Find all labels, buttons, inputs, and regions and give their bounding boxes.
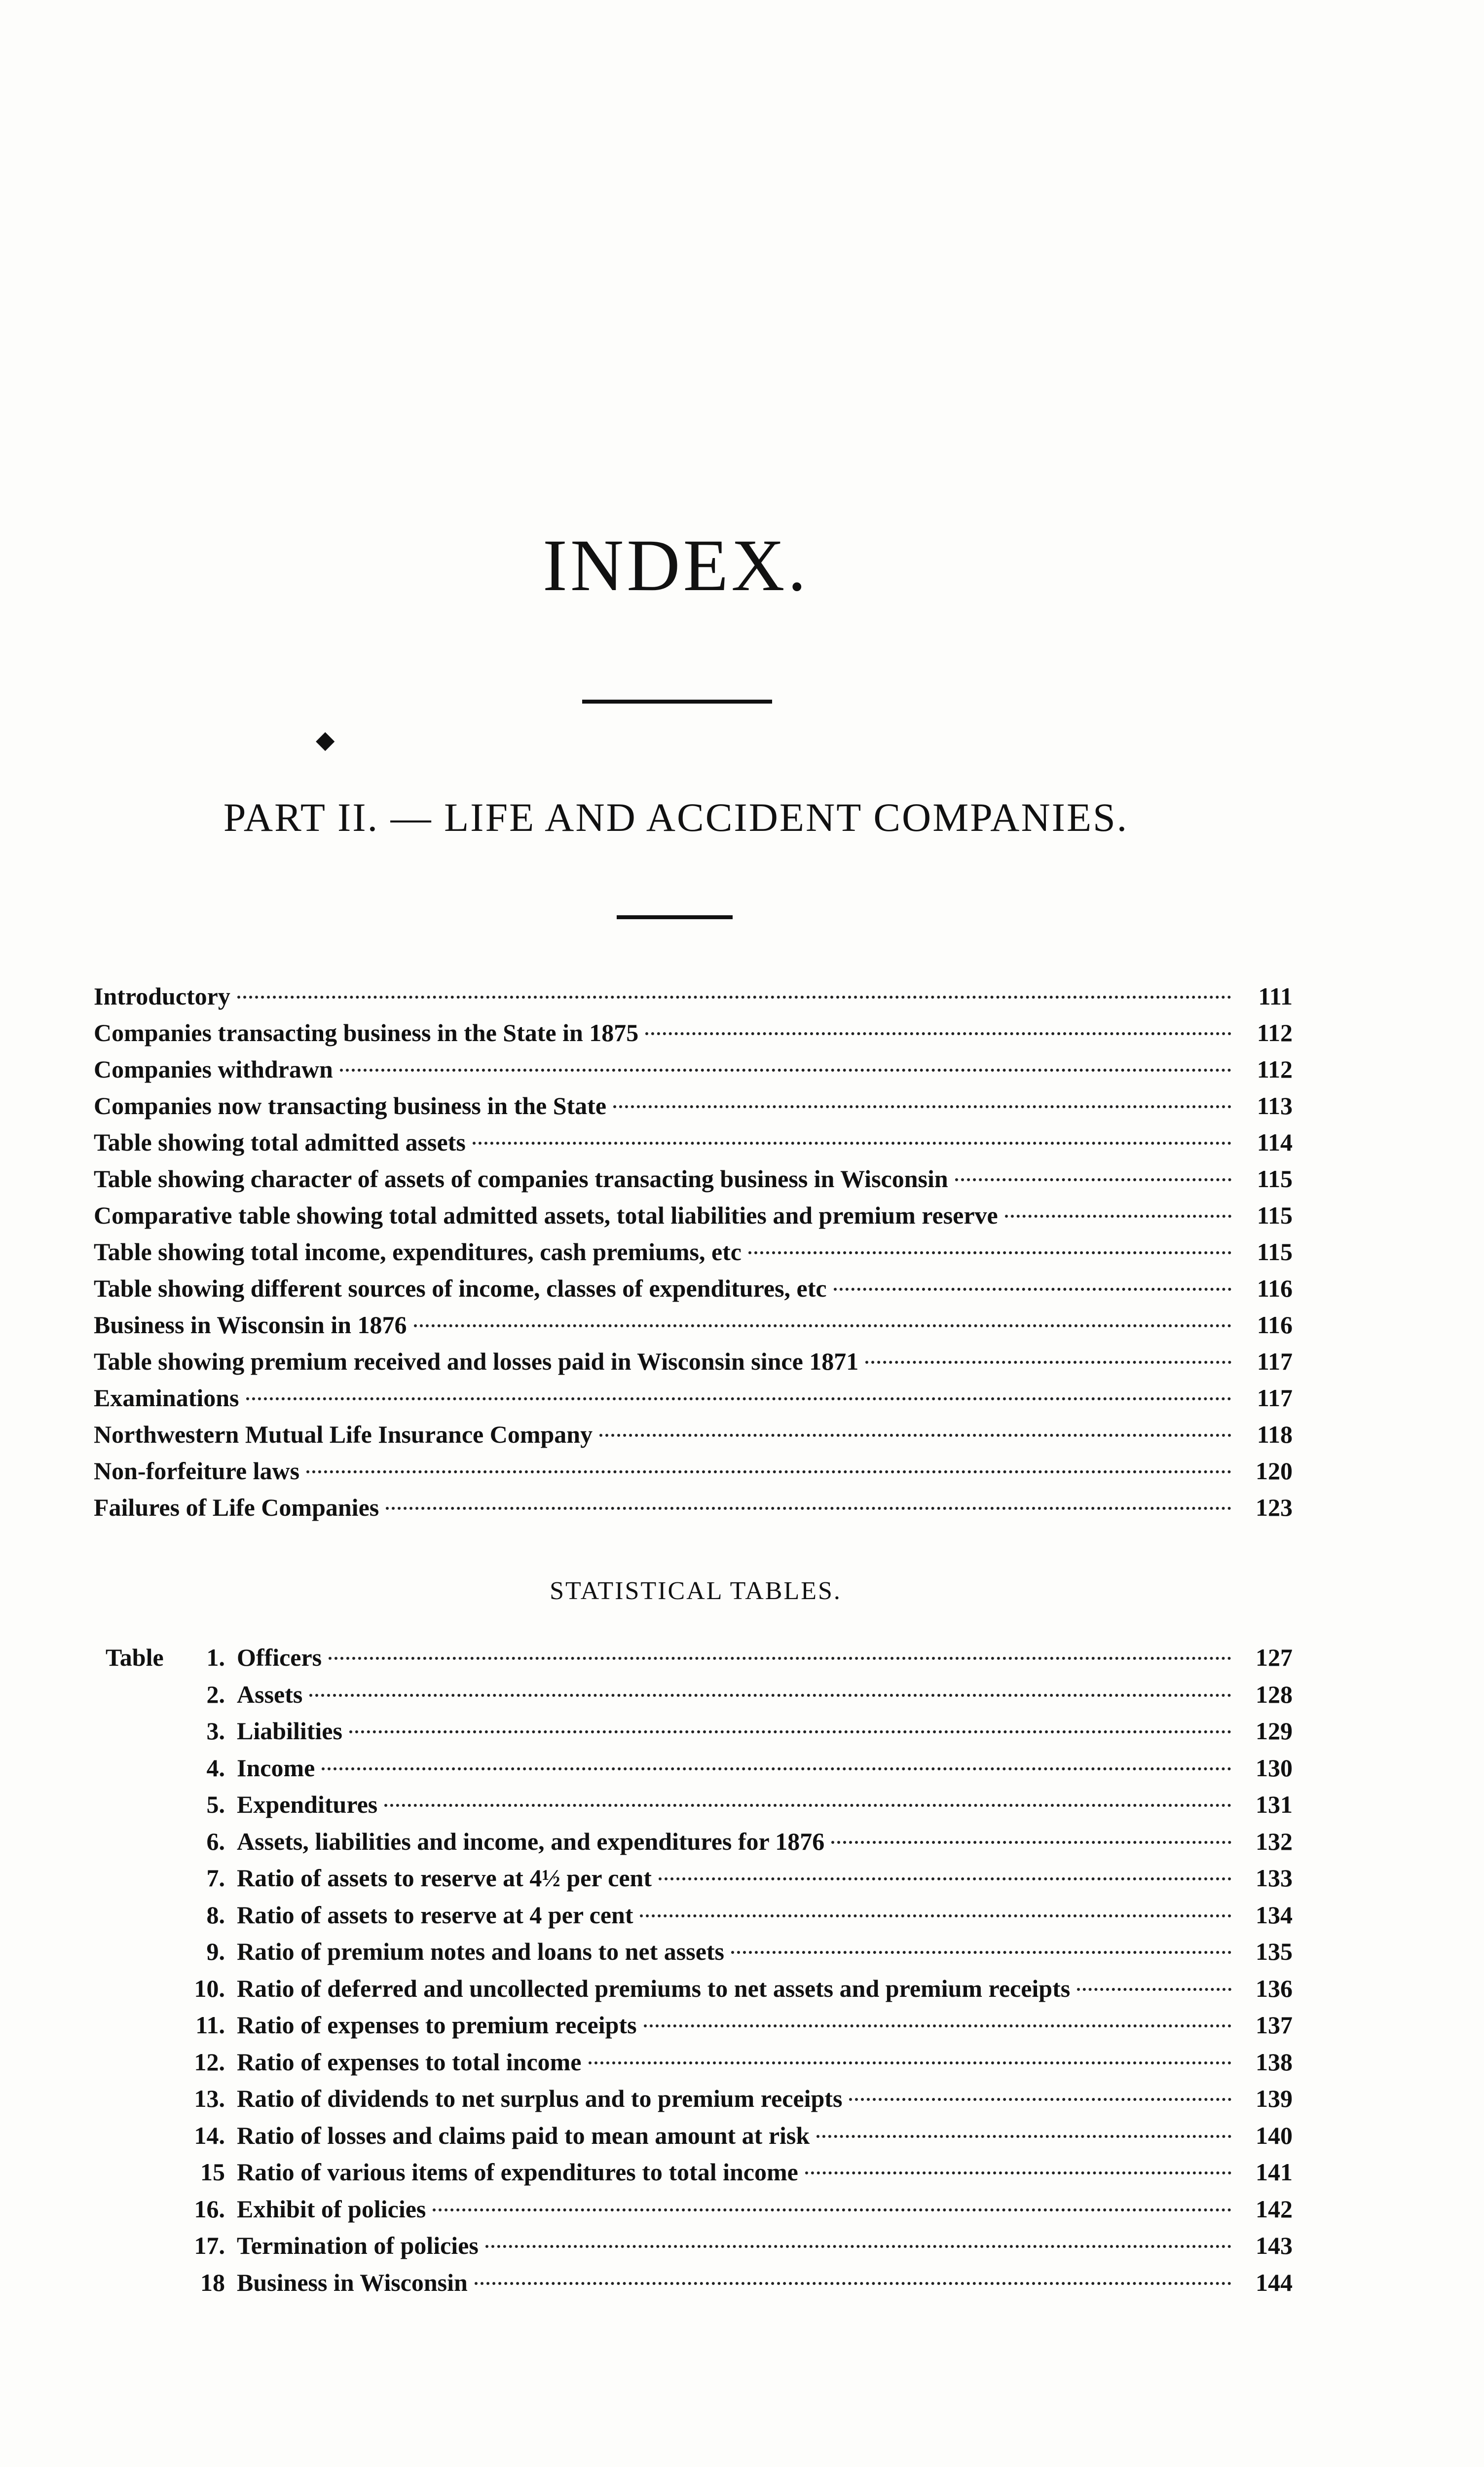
- entry-text: Table showing total admitted assets: [94, 1128, 466, 1156]
- index-entry: [94, 1091, 1293, 1128]
- statistical-tables-heading: STATISTICAL TABLES.: [550, 1577, 842, 1605]
- entry-text: Non-forfeiture laws: [94, 1457, 300, 1485]
- table-number: 13.: [194, 2085, 225, 2112]
- leader-dots: [849, 2098, 1231, 2101]
- part-heading: PART II. — LIFE AND ACCIDENT COMPANIES.: [223, 795, 1129, 840]
- entry-page: 116: [1257, 1311, 1293, 1339]
- leader-dots: [731, 1951, 1231, 1954]
- entry-page: 140: [1256, 2121, 1293, 2149]
- entry-text: Companies now transacting business in the State: [94, 1092, 607, 1120]
- ink-mark: ◆: [316, 726, 335, 753]
- index-entry: [94, 1018, 1293, 1055]
- entry-text: Table showing character of assets of companies transacting business in Wisconsin: [94, 1165, 948, 1193]
- entry-text: Officers: [237, 1644, 322, 1671]
- entry-page: 138: [1256, 2048, 1293, 2076]
- leader-dots: [329, 1657, 1231, 1660]
- entry-page: 132: [1256, 1827, 1293, 1855]
- table-entry: [94, 2195, 1293, 2232]
- leader-dots: [613, 1105, 1231, 1108]
- entry-page: 144: [1256, 2268, 1293, 2296]
- leader-dots: [433, 2208, 1231, 2211]
- entry-text: Ratio of losses and claims paid to mean amount at risk: [237, 2121, 810, 2149]
- entry-page: 115: [1257, 1238, 1293, 1266]
- entry-page: 139: [1256, 2085, 1293, 2112]
- entry-text: Liabilities: [237, 1717, 342, 1745]
- table-entry: [94, 1937, 1293, 1974]
- leader-dots: [1005, 1215, 1231, 1218]
- entry-page: 117: [1257, 1347, 1293, 1375]
- entry-page: 133: [1256, 1864, 1293, 1892]
- entry-page: 117: [1257, 1384, 1293, 1412]
- entry-text: Ratio of expenses to total income: [237, 2048, 582, 2076]
- entry-page: 118: [1257, 1420, 1293, 1448]
- table-number: 17.: [194, 2232, 225, 2259]
- statistical-tables-list: [94, 1643, 1293, 2305]
- entry-page: 112: [1257, 1055, 1293, 1083]
- leader-dots: [306, 1470, 1231, 1473]
- entry-page: 113: [1257, 1092, 1293, 1120]
- leader-dots: [955, 1178, 1231, 1181]
- entry-text: Introductory: [94, 982, 230, 1010]
- leader-dots: [645, 1032, 1231, 1035]
- leader-dots: [599, 1434, 1231, 1437]
- table-entry: [94, 2048, 1293, 2085]
- table-entry: [94, 2268, 1293, 2305]
- leader-dots: [1077, 1988, 1231, 1991]
- leader-dots: [816, 2135, 1231, 2138]
- entry-page: 116: [1257, 1274, 1293, 1302]
- entry-text: Expenditures: [237, 1791, 378, 1818]
- table-number: 10.: [194, 1974, 225, 2002]
- leader-dots: [485, 2245, 1231, 2248]
- entry-page: 127: [1256, 1644, 1293, 1671]
- table-number: 4.: [206, 1754, 225, 1782]
- leader-dots: [834, 1288, 1231, 1291]
- entry-text: Ratio of dividends to net surplus and to premium receipts: [237, 2085, 843, 2112]
- table-entry: [94, 1680, 1293, 1717]
- index-entry: [94, 1347, 1293, 1383]
- entry-text: Ratio of premium notes and loans to net assets: [237, 1938, 724, 1965]
- page-title: INDEX.: [542, 524, 810, 606]
- entry-text: Table showing different sources of income, classes of expenditures, etc: [94, 1274, 827, 1302]
- table-entry: [94, 1974, 1293, 2011]
- entry-page: 115: [1257, 1165, 1293, 1193]
- index-entry: [94, 982, 1293, 1018]
- table-entry: [94, 1790, 1293, 1827]
- table-entry: [94, 1864, 1293, 1901]
- index-entry: [94, 1457, 1293, 1493]
- table-number: 9.: [206, 1938, 225, 1965]
- index-entry: [94, 1274, 1293, 1310]
- entry-page: 137: [1256, 2011, 1293, 2039]
- entry-text: Termination of policies: [237, 2232, 479, 2259]
- table-entry: [94, 2121, 1293, 2158]
- table-number: 5.: [206, 1791, 225, 1818]
- entry-text: Ratio of various items of expenditures to total income: [237, 2158, 798, 2186]
- table-number: 7.: [206, 1864, 225, 1892]
- entry-text: Failures of Life Companies: [94, 1494, 379, 1521]
- entry-text: Assets: [237, 1680, 303, 1708]
- entry-text: Business in Wisconsin: [237, 2268, 468, 2296]
- table-entry: Table 1. Officers 127: [94, 1643, 1293, 1680]
- index-entry: [94, 1164, 1293, 1201]
- leader-dots: [414, 1324, 1231, 1327]
- part-rule: [617, 915, 733, 919]
- entry-text: Ratio of assets to reserve at 4 per cent: [237, 1901, 633, 1929]
- table-number: 1.: [206, 1644, 225, 1671]
- entry-page: 120: [1256, 1457, 1293, 1485]
- entry-page: 134: [1256, 1901, 1293, 1929]
- index-entry: [94, 1201, 1293, 1237]
- entry-page: 142: [1256, 2195, 1293, 2223]
- entry-text: Exhibit of policies: [237, 2195, 426, 2223]
- entry-text: Companies withdrawn: [94, 1055, 333, 1083]
- entry-page: 136: [1256, 1974, 1293, 2002]
- leader-dots: [805, 2171, 1231, 2174]
- entry-page: 128: [1256, 1680, 1293, 1708]
- entry-page: 115: [1257, 1201, 1293, 1229]
- entry-text: Income: [237, 1754, 315, 1782]
- table-number: 11.: [195, 2011, 225, 2039]
- leader-dots: [644, 2024, 1231, 2027]
- leader-dots: [831, 1841, 1231, 1844]
- index-entry: [94, 1055, 1293, 1091]
- leader-dots: [473, 1142, 1231, 1145]
- leader-dots: [384, 1804, 1231, 1807]
- table-number: 16.: [194, 2195, 225, 2223]
- entry-text: Table showing total income, expenditures, cash premiums, etc: [94, 1238, 742, 1266]
- leader-dots: [309, 1694, 1231, 1697]
- leader-dots: [340, 1069, 1231, 1072]
- entry-text: Ratio of assets to reserve at 4½ per cent: [237, 1864, 652, 1892]
- entry-page: 123: [1256, 1494, 1293, 1521]
- entry-text: Comparative table showing total admitted assets, total liabilities and premium reserve: [94, 1201, 998, 1229]
- table-entry: [94, 1901, 1293, 1938]
- index-entry: [94, 1128, 1293, 1164]
- index-entry: [94, 1310, 1293, 1347]
- leader-dots: [246, 1397, 1231, 1400]
- entry-page: 141: [1256, 2158, 1293, 2186]
- table-number: 15: [200, 2158, 225, 2186]
- entry-text: Table showing premium received and losses paid in Wisconsin since 1871: [94, 1347, 859, 1375]
- entry-text: Companies transacting business in the State in 1875: [94, 1019, 639, 1047]
- leader-dots: [386, 1507, 1231, 1510]
- leader-dots: [748, 1251, 1231, 1254]
- title-rule: [582, 700, 772, 704]
- entry-page: 111: [1258, 982, 1293, 1010]
- table-entry: [94, 1717, 1293, 1754]
- entry-text: Northwestern Mutual Life Insurance Company: [94, 1420, 593, 1448]
- table-number: 14.: [194, 2121, 225, 2149]
- table-number: 12.: [194, 2048, 225, 2076]
- entry-page: 112: [1257, 1019, 1293, 1047]
- entry-text: Examinations: [94, 1384, 239, 1412]
- table-entry: [94, 1827, 1293, 1864]
- entry-page: 135: [1256, 1938, 1293, 1965]
- table-number: 8.: [206, 1901, 225, 1929]
- entry-page: 131: [1256, 1791, 1293, 1818]
- entry-text: Assets, liabilities and income, and expenditures for 1876: [237, 1827, 825, 1855]
- table-number: 3.: [206, 1717, 225, 1745]
- leader-dots: [865, 1361, 1231, 1364]
- entry-page: 129: [1256, 1717, 1293, 1745]
- entry-text: Business in Wisconsin in 1876: [94, 1311, 407, 1339]
- leader-dots: [475, 2282, 1231, 2285]
- leader-dots: [640, 1914, 1231, 1917]
- table-number: 18: [200, 2268, 225, 2296]
- index-entry: [94, 1420, 1293, 1457]
- leader-dots: [237, 996, 1231, 999]
- entry-text: Ratio of expenses to premium receipts: [237, 2011, 637, 2039]
- table-entry: [94, 2084, 1293, 2121]
- table-number: 2.: [206, 1680, 225, 1708]
- table-entry: [94, 2011, 1293, 2048]
- leader-dots: [349, 1730, 1231, 1733]
- general-index-list: [94, 982, 1293, 1530]
- index-entry: [94, 1237, 1293, 1274]
- index-entry: [94, 1383, 1293, 1420]
- table-number: 6.: [206, 1827, 225, 1855]
- leader-dots: [659, 1877, 1231, 1880]
- table-entry: [94, 2231, 1293, 2268]
- leader-dots: [322, 1767, 1231, 1770]
- entry-text: Ratio of deferred and uncollected premiums to net assets and premium receipts: [237, 1974, 1071, 2002]
- entry-page: 143: [1256, 2232, 1293, 2259]
- leader-dots: [589, 2061, 1232, 2064]
- table-entry: [94, 1754, 1293, 1791]
- index-entry: [94, 1493, 1293, 1530]
- entry-page: 114: [1257, 1128, 1293, 1156]
- entry-page: 130: [1256, 1754, 1293, 1782]
- table-entry: [94, 2158, 1293, 2195]
